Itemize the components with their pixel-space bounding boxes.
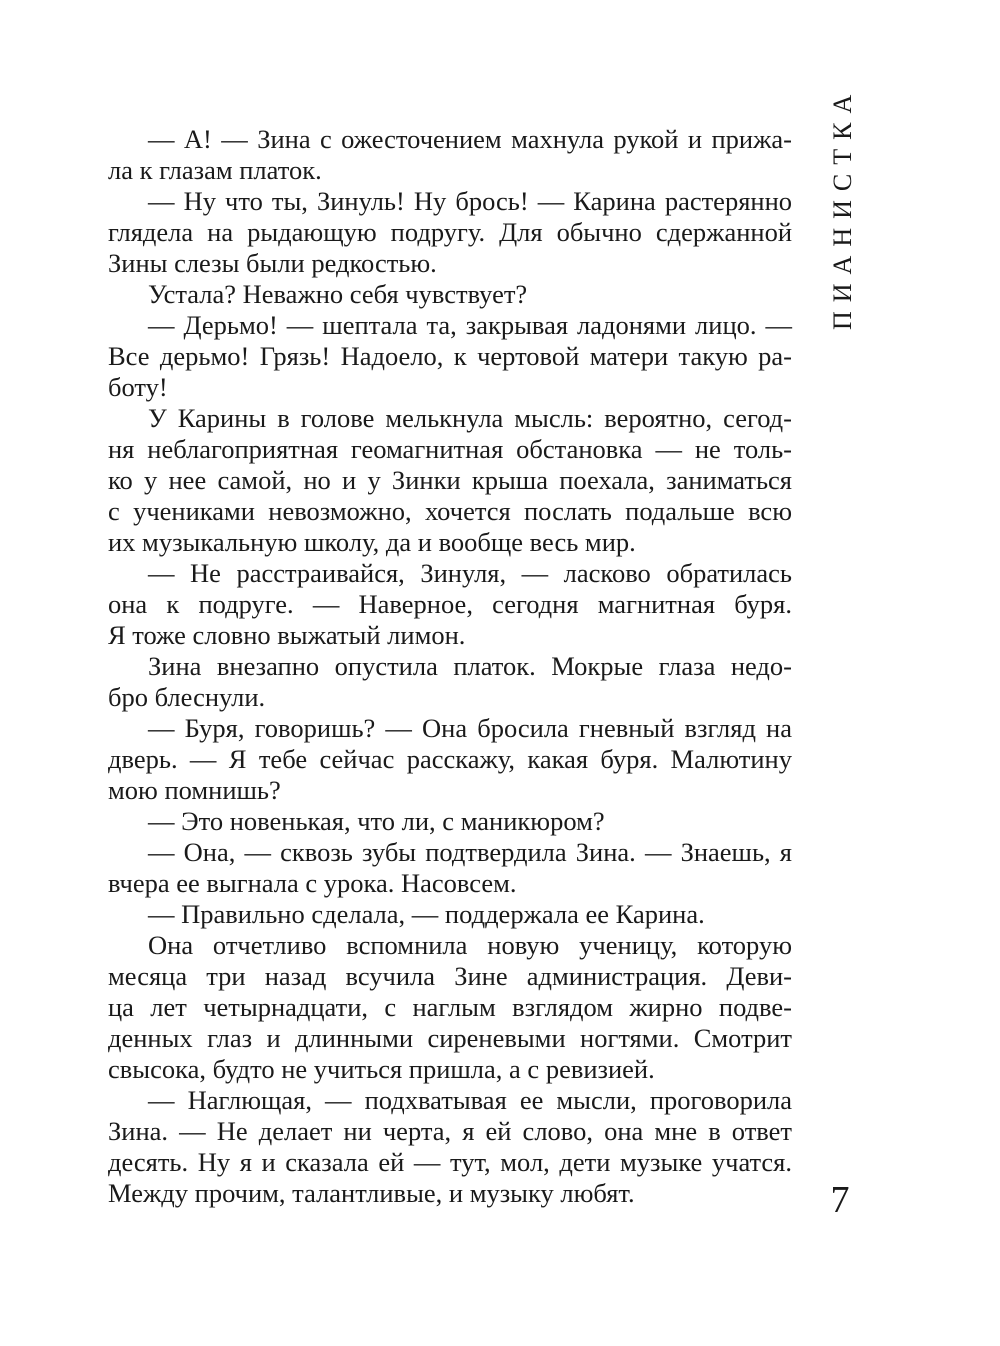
text-line: — А! — Зина с ожесточением махнула рукой и прижа- — [148, 124, 792, 154]
text-line: Между прочим, талантливые, и музыку любят. — [108, 1178, 635, 1208]
page-number: 7 — [830, 1179, 850, 1221]
text-line: — Правильно сделала, — поддержала ее Карина. — [148, 899, 705, 929]
text-line: — Дерьмо! — шептала та, закрывая ладонями лицо. — — [148, 310, 792, 340]
text-line: Все дерьмо! Грязь! Надоело, к чертовой матери такую ра- — [108, 341, 792, 371]
text-line: месяца три назад всучила Зине администрация. Деви- — [108, 961, 792, 991]
text-line: — Буря, говоришь? — Она бросила гневный взгляд на — [148, 713, 792, 743]
text-line: Зина внезапно опустила платок. Мокрые глаза недо- — [148, 651, 792, 681]
text-line: — Она, — сквозь зубы подтвердила Зина. — Знаешь, я — [148, 837, 792, 867]
text-line: с учениками невозможно, хочется послать подальше всю — [108, 496, 792, 526]
text-line: она к подруге. — Наверное, сегодня магнитная буря. — [108, 589, 792, 619]
text-line: боту! — [108, 372, 168, 402]
text-line: глядела на рыдающую подругу. Для обычно сдержанной — [108, 217, 792, 247]
text-line: свысока, будто не учиться пришла, а с ревизией. — [108, 1054, 655, 1084]
text-line: — Не расстраивайся, Зинуля, — ласково обратилась — [148, 558, 792, 588]
text-line: Она отчетливо вспомнила новую ученицу, которую — [148, 930, 792, 960]
text-line: У Карины в голове мелькнула мысль: вероятно, сегод- — [148, 403, 792, 433]
text-line: — Это новенькая, что ли, с маникюром? — [148, 806, 605, 836]
text-line: дверь. — Я тебе сейчас расскажу, какая буря. Малютину — [108, 744, 792, 774]
text-line: — Ну что ты, Зинуль! Ну брось! — Карина растерянно — [148, 186, 792, 216]
text-line: вчера ее выгнала с урока. Насовсем. — [108, 868, 517, 898]
text-line: — Наглющая, — подхватывая ее мысли, проговорила — [148, 1085, 792, 1115]
text-line: десять. Ну я и сказала ей — тут, мол, дети музыке учатся. — [108, 1147, 792, 1177]
text-line: Я тоже словно выжатый лимон. — [108, 620, 466, 650]
text-line: Зины слезы были редкостью. — [108, 248, 437, 278]
text-line: мою помнишь? — [108, 775, 281, 805]
text-line: денных глаз и длинными сиреневыми ногтями. Смотрит — [108, 1023, 792, 1053]
body-text — [108, 124, 792, 1209]
text-line: ла к глазам платок. — [108, 155, 322, 185]
text-line: Зина. — Не делает ни черта, я ей слово, она мне в ответ — [108, 1116, 792, 1146]
text-line: бро блеснули. — [108, 682, 266, 712]
text-line: Устала? Неважно себя чувствует? — [148, 279, 528, 309]
text-line: их музыкальную школу, да и вообще весь мир. — [108, 527, 636, 557]
text-line: ко у нее самой, но и у Зинки крыша поехала, заниматься — [108, 465, 792, 495]
text-line: ца лет четырнадцати, с наглым взглядом жирно подве- — [108, 992, 792, 1022]
text-line: ня неблагоприятная геомагнитная обстановка — не толь- — [108, 434, 792, 464]
running-head: ПИАНИСТКА — [828, 85, 857, 330]
